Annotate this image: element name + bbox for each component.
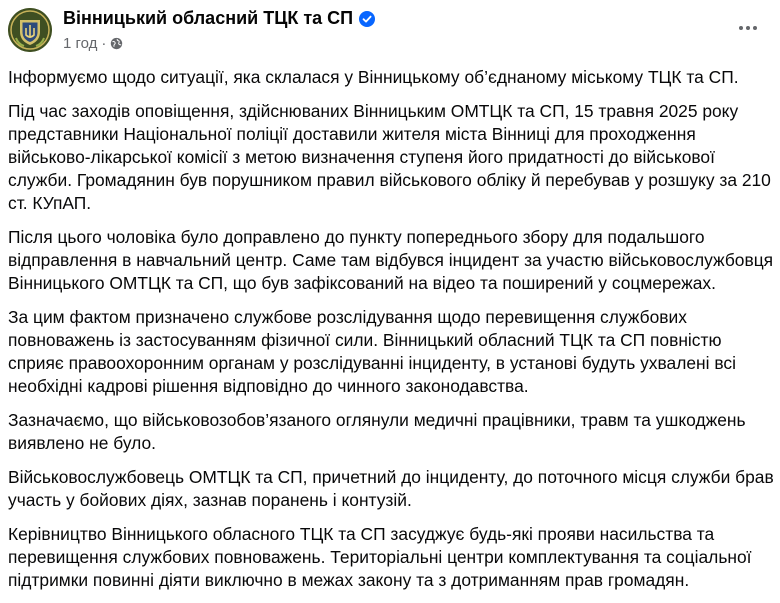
verified-badge-icon xyxy=(359,11,375,27)
post-paragraph: Зазначаємо, що військовозобов’язаного оглянули медичні працівники, травм та ушкоджень виявлено не було. xyxy=(8,410,746,453)
more-dots-icon xyxy=(746,26,750,30)
military-emblem-icon xyxy=(8,8,52,52)
more-dots-icon xyxy=(739,26,743,30)
post-paragraph: Інформуємо щодо ситуації, яка склалася у Вінницькому об’єднаному міському ТЦК та СП. xyxy=(8,67,739,87)
author-name[interactable] xyxy=(63,8,375,29)
post-body xyxy=(8,66,774,603)
post-paragraph: Після цього чоловіка було доправлено до пункту попереднього збору для подальшого відправлення в навчальний центр. Саме там відбувся інцидент за участю військовослужбовця Вінницького ОМТЦК та СП, що був зафіксований на відео та поширений у соцмережах. xyxy=(8,227,774,293)
post-meta xyxy=(63,35,123,52)
meta-separator: · xyxy=(101,35,107,52)
author-name-text[interactable]: Вінницький обласний ТЦК та СП xyxy=(63,8,354,28)
post-timestamp[interactable]: 1 год xyxy=(63,35,98,52)
post-header xyxy=(0,0,780,66)
more-options-button[interactable] xyxy=(732,18,764,38)
post-paragraph: Керівництво Вінницького обласного ТЦК та СП засуджує будь-які прояви насильства та перевищення службових повноважень. Територіальні центри комплектування та соціальної підтримки повинні діяти виключно в межах закону та з дотриманням прав громадян. xyxy=(8,524,752,590)
globe-icon[interactable] xyxy=(110,37,123,50)
more-dots-icon xyxy=(753,26,757,30)
post-paragraph: Під час заходів оповіщення, здійснюваних Вінницьким ОМТЦК та СП, 15 травня 2025 року представники Національної поліції доставили жителя міста Вінниці для проходження військово-лікарської комісії з метою визначення ступеня його придатності до військової служби. Громадянин був порушником правил військового обліку й перебував у розшуку за 210 ст. КУпАП. xyxy=(8,101,771,213)
post-paragraph: За цим фактом призначено службове розслідування щодо перевищення службових повноважень із застосуванням фізичної сили. Вінницький обласний ТЦК та СП повністю сприяє правоохоронним органам у розслідуванні інциденту, в установі будуть ухвалені всі необхідні кадрові рішення відповідно до чинного законодавства. xyxy=(8,307,736,396)
post-paragraph: Військовослужбовець ОМТЦК та СП, причетний до інциденту, до поточного місця служби брав участь у бойових діях, зазнав поранень і контузій. xyxy=(8,467,774,510)
page-avatar[interactable] xyxy=(8,8,52,52)
